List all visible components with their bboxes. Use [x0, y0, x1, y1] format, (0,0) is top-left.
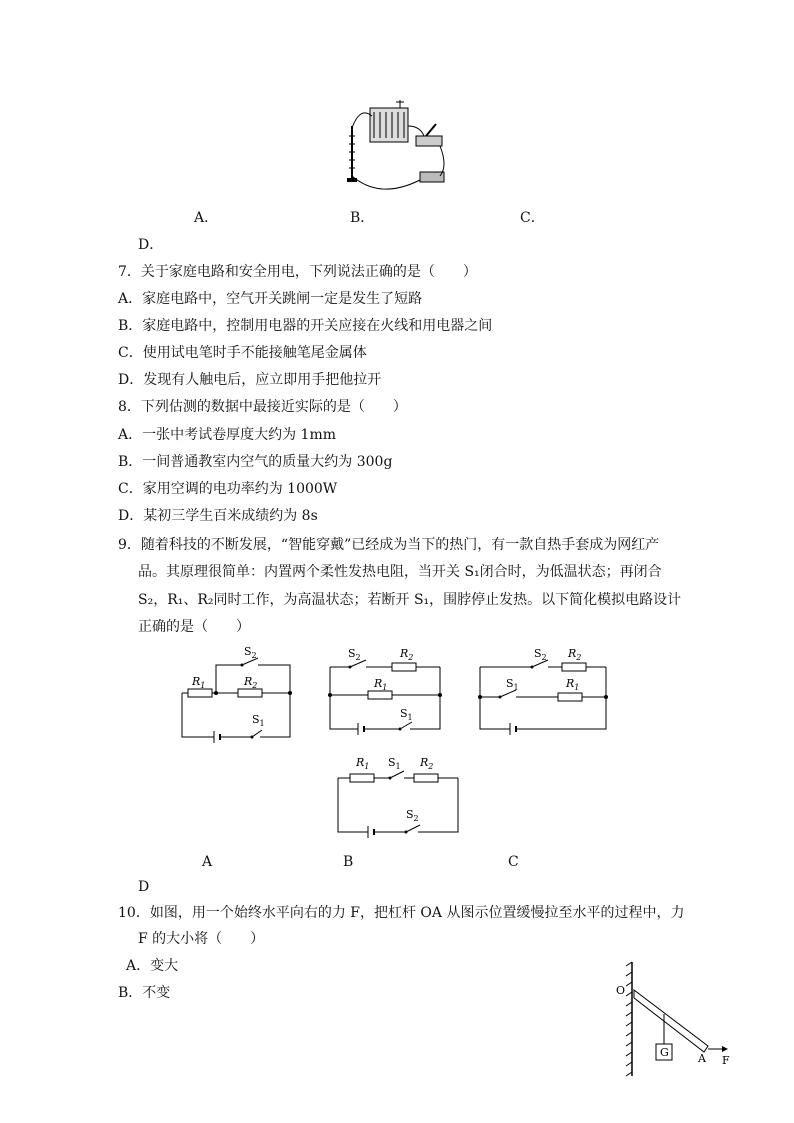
q9-stem-line4: 正确的是（ ） [138, 619, 250, 635]
r2-sub: 2 [408, 653, 414, 662]
label-f: F [722, 1054, 730, 1067]
s2-label: S [348, 647, 356, 660]
s2-sub: 2 [355, 653, 361, 662]
svg-text:R1 [355, 756, 369, 771]
r2-label: R [400, 647, 409, 660]
q9-option-b[interactable]: B [343, 854, 354, 870]
s1-label: S [252, 713, 260, 726]
label-o: O [616, 984, 626, 997]
label-a: A [698, 1052, 706, 1065]
r2-sub: 2 [252, 681, 258, 690]
s1-sub: 1 [395, 762, 401, 771]
q9-option-c[interactable]: C [508, 854, 519, 870]
q7-option-a[interactable]: A．家庭电路中，空气开关跳闸一定是发生了短路 [118, 291, 423, 307]
r2-label: R [244, 675, 253, 688]
svg-text:R2 [243, 675, 257, 690]
q9-option-a[interactable]: A [202, 854, 213, 870]
s2-label: S [534, 647, 542, 660]
r2-label: R [568, 647, 577, 660]
q8-option-d[interactable]: D．某初三学生百米成绩约为 8s [118, 508, 318, 524]
q7-option-d[interactable]: D．发现有人触电后，应立即用手把他拉开 [118, 372, 382, 388]
r2-sub: 2 [576, 653, 582, 662]
s1-label: S [400, 707, 408, 720]
label-g: G [660, 1046, 669, 1059]
q6-option-c[interactable]: C． [520, 210, 545, 226]
s2-label: S [244, 645, 252, 658]
r1-sub: 1 [364, 762, 370, 771]
svg-text:R2 [567, 647, 581, 662]
svg-text:S2 [244, 645, 257, 660]
svg-text:S1 [400, 707, 413, 722]
s2-sub: 2 [413, 814, 419, 823]
q10-lever-figure [612, 960, 738, 1080]
r2-sub: 2 [428, 762, 434, 771]
q8-option-c[interactable]: C．家用空调的电功率约为 1000W [118, 481, 338, 497]
svg-text:R2 [399, 647, 413, 662]
svg-text:R2 [419, 756, 433, 771]
s2-sub: 2 [541, 653, 547, 662]
r1-sub: 1 [200, 681, 206, 690]
q9-circuit-b [326, 645, 446, 735]
q8-stem: 8．下列估测的数据中最接近实际的是（ ） [118, 399, 407, 415]
svg-text:S1 [252, 713, 265, 728]
q9-circuit-c [476, 645, 616, 735]
q9-stem-line2: 品。其原理很简单：内置两个柔性发热电阻，当开关 S₁闭合时，为低温状态；再闭合 [138, 564, 662, 580]
q7-option-c[interactable]: C．使用试电笔时手不能接触笔尾金属体 [118, 345, 367, 361]
svg-text:S2 [406, 808, 419, 823]
s2-sub: 2 [251, 651, 257, 660]
s1-sub: 1 [407, 713, 413, 722]
svg-text:S2 [348, 647, 361, 662]
s1-label: S [506, 677, 514, 690]
s1-label: S [388, 756, 396, 769]
svg-text:R1 [565, 677, 579, 692]
q6-option-b[interactable]: B． [350, 210, 375, 226]
r2-label: R [420, 756, 429, 769]
svg-text:S2 [534, 647, 547, 662]
s1-sub: 1 [513, 683, 519, 692]
q6-option-d[interactable]: D． [138, 237, 164, 253]
r1-label: R [374, 677, 383, 690]
q9-circuit-a [178, 645, 298, 745]
r1-label: R [356, 756, 365, 769]
q10-option-a[interactable]: A．变大 [126, 958, 179, 974]
svg-text:S1 [388, 756, 401, 771]
q10-stem-line2: F 的大小将（ ） [138, 931, 265, 947]
s2-label: S [406, 808, 414, 821]
q6-apparatus-figure [340, 96, 450, 196]
q9-circuit-d [334, 752, 464, 842]
q10-stem-line1: 10．如图，用一个始终水平向右的力 F，把杠杆 OA 从图示位置缓慢拉至水平的过程中，力 [118, 905, 685, 921]
q6-option-a[interactable]: A． [194, 210, 219, 226]
q8-option-b[interactable]: B．一间普通教室内空气的质量大约为 300g [118, 454, 393, 470]
r1-label: R [192, 675, 201, 688]
svg-text:R1 [373, 677, 387, 692]
r1-sub: 1 [574, 683, 580, 692]
q10-option-b[interactable]: B．不变 [118, 985, 171, 1001]
q7-stem: 7．关于家庭电路和安全用电，下列说法正确的是（ ） [118, 264, 477, 280]
q8-option-a[interactable]: A．一张中考试卷厚度大约为 1mm [118, 427, 337, 443]
q7-option-b[interactable]: B．家庭电路中，控制用电器的开关应接在火线和用电器之间 [118, 318, 493, 334]
r1-sub: 1 [382, 683, 388, 692]
svg-text:R1 [191, 675, 205, 690]
q9-stem-line3: S₂，R₁、R₂同时工作，为高温状态；若断开 S₁，围脖停止发热。以下简化模拟电路设计 [138, 592, 682, 608]
q9-option-d[interactable]: D [138, 879, 150, 895]
r1-label: R [566, 677, 575, 690]
s1-sub: 1 [259, 719, 265, 728]
svg-text:S1 [506, 677, 519, 692]
q9-stem-line1: 9．随着科技的不断发展，“智能穿戴”已经成为当下的热门，有一款自热手套成为网红产 [118, 537, 660, 553]
